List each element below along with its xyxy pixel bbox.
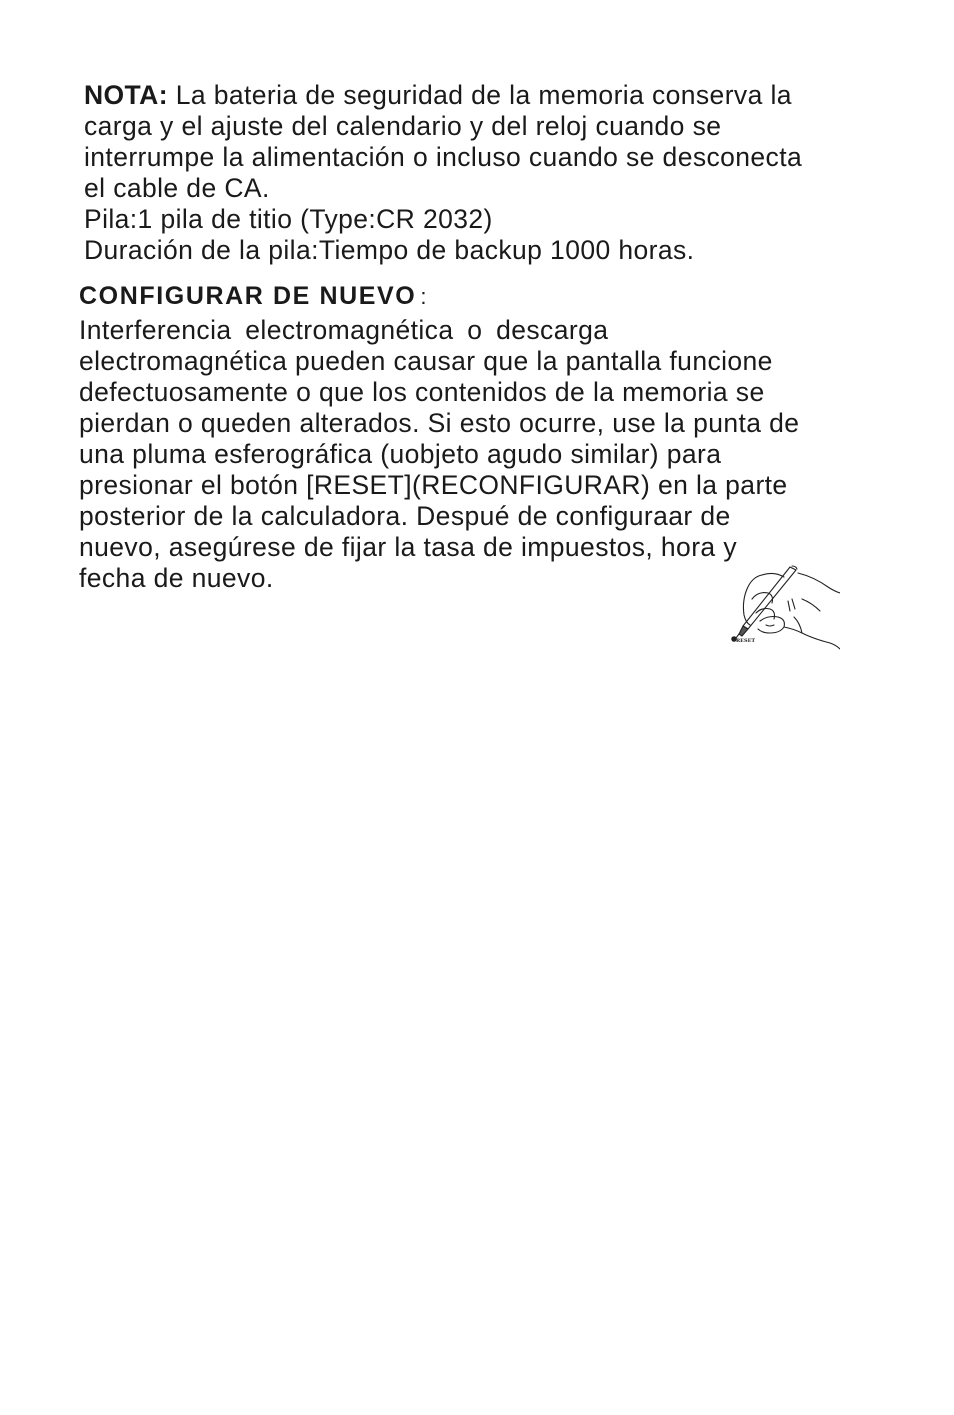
reset-line-2: electromagnética pueden causar que la pantalla funcione [79,346,773,376]
section-heading-colon: : [420,284,427,309]
battery-type-line: Pila:1 pila de titio (Type:CR 2032) [84,204,493,234]
reset-line-1: Interferencia electromagnética o descarga [79,315,609,345]
note-text-1: La bateria de seguridad de la memoria conserva la [167,80,792,110]
reset-line-4: pierdan o queden alterados. Si esto ocurre, use la punta de [79,408,800,438]
note-paragraph [84,80,904,266]
reset-line-3: defectuosamente o que los contenidos de la memoria se [79,377,765,407]
note-line-2: carga y el ajuste del calendario y del reloj cuando se [84,111,722,141]
reset-line-5: una pluma esferográfica (uobjeto agudo similar) para [79,439,722,469]
reset-label: RESET [736,638,756,644]
note-label: NOTA: [84,80,168,110]
section-heading [79,281,909,312]
reset-line-9: fecha de nuevo. [79,563,274,593]
reset-line-6: presionar el botón [RESET](RECONFIGURAR) en la parte [79,470,788,500]
hand-pressing-reset-with-pen-icon [722,563,840,653]
note-line-4: el cable de CA. [84,173,270,203]
reset-line-7: posterior de la calculadora. Despué de configuraar de [79,501,731,531]
battery-duration-line: Duración de la pila:Tiempo de backup 1000 horas. [84,235,695,265]
note-line-3: interrumpe la alimentación o incluso cuando se desconecta [84,142,803,172]
reset-section [79,281,909,594]
note-line-1 [84,80,904,111]
section-heading-text: CONFIGURAR DE NUEVO [79,282,417,310]
reset-line-8: nuevo, asegúrese de fijar la tasa de impuestos, hora y [79,532,737,562]
